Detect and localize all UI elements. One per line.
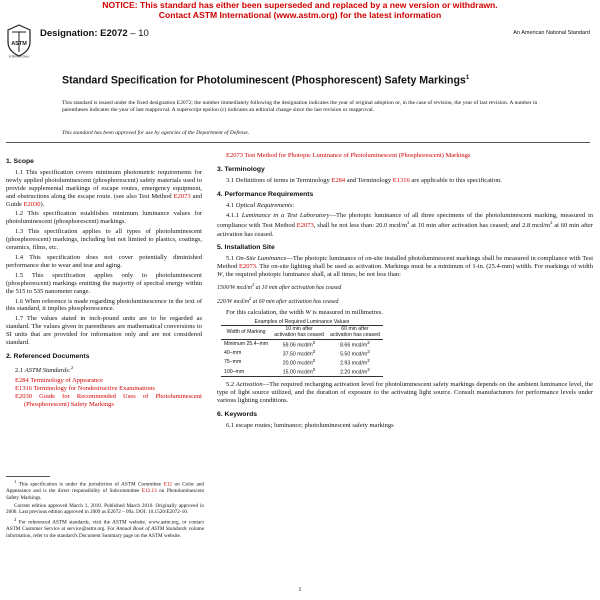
footnote-1: $^1$ This specification is under the jurisdiction of ASTM Committee E12 on Color and Appearance and is the direct responsibility of Subcommittee E12.13 on Photoluminescent Safety Markings. Current edition approved March 1, 2010. Published March 2010. Originally approved in 2000. Last previous edition approved in 2009 as E2072 – 09a. DOI: 10.1520/E2072-10. $^2$ For referenced ASTM standards, visit the ASTM website, www.astm.org, or contact ASTM Customer Service at service@astm.org. For Annual Book of ASTM Standards volume information, refer to the standard's Document Summary page on the ASTM website. <box>6 479 205 539</box>
title-footnote-mark: 1 <box>465 75 470 81</box>
table-header-width: Width of Marking <box>221 326 271 340</box>
header-divider <box>6 142 590 143</box>
link-e2030-ref[interactable]: E2030 <box>15 392 32 400</box>
notice-line-1: NOTICE: This standard has either been superseded and replaced by a new version or withdrawn. <box>102 0 498 10</box>
section-2-heading: 2. Referenced Documents <box>6 352 90 360</box>
page-number: 1 <box>298 586 302 593</box>
para-4-1: 4.1 Optical Requirements: <box>226 201 295 209</box>
luminance-table <box>221 319 383 378</box>
section-5-heading: 5. Installation Site <box>217 244 275 252</box>
section-6-heading: 6. Keywords <box>217 411 258 419</box>
link-e1316-term[interactable]: E1316 <box>392 176 410 184</box>
link-e284[interactable]: E284 <box>15 376 29 384</box>
para-4-1-1: 4.1.1 Luminance in a Test Laboratory—The photopic luminance of all three specimens of the photoluminescent marking, measured in compliance with Test Method E2073, shall be not less than: 20.0 mcd/$m^2$ at 10 min after activation has ceased; and 2.8 mcd/$m^2$ at 60 min after activation has ceased. <box>217 211 594 238</box>
table-header-60min: 60 min after activation has ceased <box>327 326 383 340</box>
para-1-1: 1.1 This specification covers minimum photometric requirements for newly applied photoluminescent (phosphorescent) safety materials used to provide supplemental markings of escape routes, emergency equipment, and obstructions along the escape route. (see also Test Method E2073 and Guide E2030). <box>6 168 202 208</box>
para-1-4: 1.4 This specification does not cover potentially diminished performance due to wear and tear and aging. <box>6 253 202 269</box>
para-1-2: 1.2 This specification establishes minimum luminance values for photoluminescent (phosphorescent) markings. <box>6 210 202 226</box>
link-e2073-ref[interactable]: E2073 <box>226 152 243 159</box>
link-e2073-site[interactable]: E2073 <box>239 263 256 271</box>
section-4-heading: 4. Performance Requirements <box>217 190 314 198</box>
footnote-2: $^2$ For referenced ASTM standards, visit the ASTM website, www.astm.org, or contact ASTM Customer Service at service@astm.org. For Annual Book of ASTM Standards volume information, refer to the standard's Document Summary page on the ASTM website. <box>6 516 204 539</box>
table-row: 100–mm 15.00 mcd/$m^2$ 2.20 mcd/$m^2$ <box>221 367 383 377</box>
american-national-standard: An American National Standard <box>513 30 590 36</box>
link-e284-term[interactable]: E284 <box>331 176 346 184</box>
link-e2073-perf[interactable]: E2073 <box>296 222 314 230</box>
table-row: Minimum 25.4–mm 59.06 mcd/$m^2$ 8.66 mcd/$m^2$ <box>224 339 370 349</box>
section-3-heading: 3. Terminology <box>217 165 265 173</box>
link-e2073[interactable]: E2073 <box>173 192 191 200</box>
notice-line-2: Contact ASTM International (www.astm.org) for the latest information <box>158 9 442 20</box>
link-e2030[interactable]: E2030 <box>23 200 41 208</box>
table-caption: Examples of Required Luminance Values <box>254 318 350 325</box>
para-6-1: 6.1 escape routes; luminance; photoluminescent safety markings <box>226 422 394 429</box>
para-5-1: 5.1 On-Site Luminance—The photopic luminance of on-site installed photoluminescent markings shall be measured in compliance with Test Method E2073. The on-site lighting shall be used as activation. Markings must be a minimum of 1-in. (25.4-mm) width. For markings of width W, the required photopic luminance shall, at all times, be not less than: <box>217 255 594 279</box>
para-3-1: 3.1 Definitions of terms in Terminology E284 and Terminology E1316 are applicable to this specification. <box>226 176 502 184</box>
para-5-2: 5.2 Activation—The required recharging activation level for photoluminescent safety markings depends on the ambient luminance level, the type of light source utilized, and the duration of exposure to the activating light source. Consult manufacturers for performance levels under various lighting conditions. <box>217 381 593 405</box>
ref-e2030: E2030 Guide for Recommended Uses of Photoluminescent (Phosphorescent) Safety Markings <box>15 392 202 408</box>
svg-text:INTERNATIONAL: INTERNATIONAL <box>8 55 30 58</box>
right-column <box>217 152 593 432</box>
para-1-7: 1.7 The values stated in inch-pound units are to be regarded as standard. The values given in parentheses are mathematical conversions to SI units that are provided for information only and are not considered standard. <box>6 315 202 347</box>
para-1-6: 1.6 When reference is made regarding photoluminescence in the text of this standard, it implies phosphorescence. <box>6 297 202 313</box>
designation-label: Designation: E2072 <box>40 28 128 39</box>
issued-note: This standard is issued under the fixed designation E2072; the number immediately following the designation indicates the year of original adoption or, in the case of revision, the year of last revision. A number in parentheses indicates the year of last reapproval. A superscript epsilon (ε) indicates an editorial change since the last revision or reapproval. <box>62 100 538 114</box>
supersede-notice <box>0 1 600 20</box>
approved-note: This standard has been approved for use by agencies of the Department of Defense. <box>62 130 250 136</box>
ref-e284: E284 Terminology of Appearance <box>15 376 104 384</box>
svg-text:ASTM: ASTM <box>11 41 27 47</box>
document-title: Standard Specification for Photoluminescent (Phosphorescent) Safety Markings$^1$ <box>62 74 470 87</box>
para-1-3: 1.3 This specification applies to all types of photoluminescent (phosphorescent) markings, including but not limited to plastics, coatings, ceramics, films, etc. <box>6 228 202 252</box>
footnote-divider <box>6 476 50 477</box>
left-column <box>6 152 202 409</box>
table-row: 75–mm 20.00 mcd/$m^2$ 2.93 mcd/$m^2$ <box>224 358 370 367</box>
ref-e1316: E1316 Terminology for Nondestructive Examinations <box>15 384 155 392</box>
astm-logo-icon <box>6 24 32 58</box>
table-header-10min: 10 min after activation has ceased <box>271 326 327 340</box>
equation-10min: 1500/W mcd/$m^2$ at 10 min after activation has ceased <box>217 282 342 291</box>
link-e1316[interactable]: E1316 <box>15 384 32 392</box>
calc-note: For this calculation, the width W is measured in millimetres. <box>226 308 383 316</box>
table-row: 40–mm 37.50 mcd/$m^2$ 5.50 mcd/$m^2$ <box>224 348 370 358</box>
link-e12-13[interactable]: E12.13 <box>141 488 157 495</box>
para-1-5: 1.5 This specification applies only to photoluminescent (phosphorescent) markings emitting the majority of spectral energy within the 515 to 535 nanometer range. <box>6 271 202 295</box>
designation-version: – 10 <box>130 28 149 39</box>
section-1-heading: 1. Scope <box>6 158 34 165</box>
para-2-1: 2.1 ASTM Standards:$^2$ <box>15 364 74 374</box>
link-e12[interactable]: E12 <box>163 481 173 488</box>
equation-60min: 220/W mcd/$m^2$ at 60 min after activation has ceased <box>217 295 339 305</box>
ref-e2073: E2073 Test Method for Photopic Luminance of Photoluminescent (Phosphorescent) Markings <box>226 152 471 159</box>
designation <box>40 28 149 39</box>
